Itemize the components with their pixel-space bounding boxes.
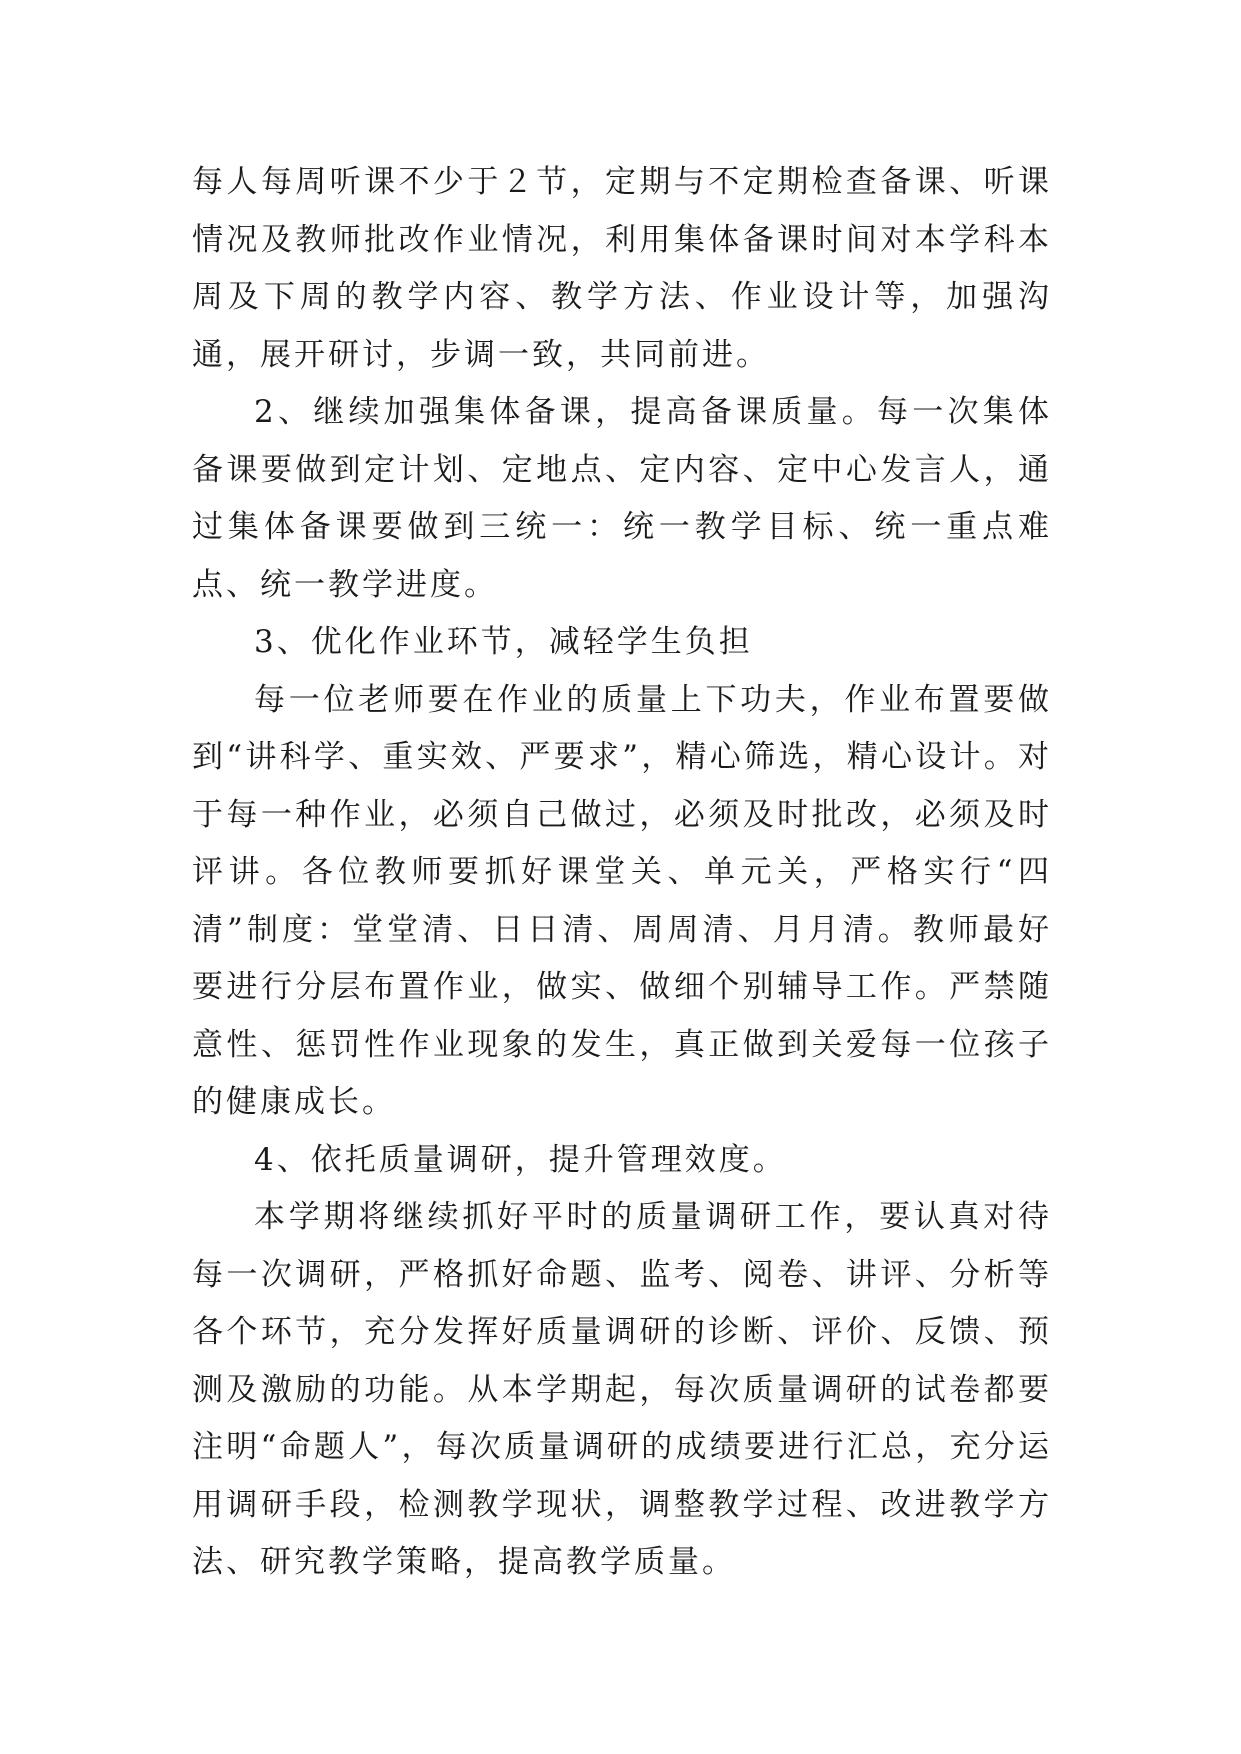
heading-quality-survey: 4、依托质量调研，提升管理效度。 [254,1141,787,1178]
paragraph-class-observation: 每人每周听课不少于２节，定期与不定期检查备课、听课情况及教师批改作业情况，利用集体备课时间对本学科本周及下周的教学内容、教学方法、作业设计等，加强沟通，展开研讨，步调一致，共同前进。 [192,164,1052,373]
document-body [192,154,1052,1592]
paragraph-quality-survey: 本学期将继续抓好平时的质量调研工作，要认真对待每一次调研，严格抓好命题、监考、阅卷、讲评、分析等各个环节，充分发挥好质量调研的诊断、评价、反馈、预测及激励的功能。从本学期起，每次质量调研的试卷都要注明“命题人”，每次质量调研的成绩要进行汇总，充分运用调研手段，检测教学现状，调整教学过程、改进教学方法、研究教学策略，提高教学质量。 [192,1199,1052,1580]
paragraph-collective-lesson-prep: 2、继续加强集体备课，提高备课质量。每一次集体备课要做到定计划、定地点、定内容、定中心发言人，通过集体备课要做到三统一：统一教学目标、统一重点难点、统一教学进度。 [192,394,1052,603]
paragraph-homework-quality: 每一位老师要在作业的质量上下功夫，作业布置要做到“讲科学、重实效、严要求”，精心筛选，精心设计。对于每一种作业，必须自己做过，必须及时批改，必须及时评讲。各位教师要抓好课堂关、单元关，严格实行“四清”制度：堂堂清、日日清、周周清、月月清。教师最好要进行分层布置作业，做实、做细个别辅导工作。严禁随意性、惩罚性作业现象的发生，真正做到关爱每一位孩子的健康成长。 [192,681,1052,1120]
heading-optimize-homework: 3、优化作业环节，减轻学生负担 [254,624,753,660]
